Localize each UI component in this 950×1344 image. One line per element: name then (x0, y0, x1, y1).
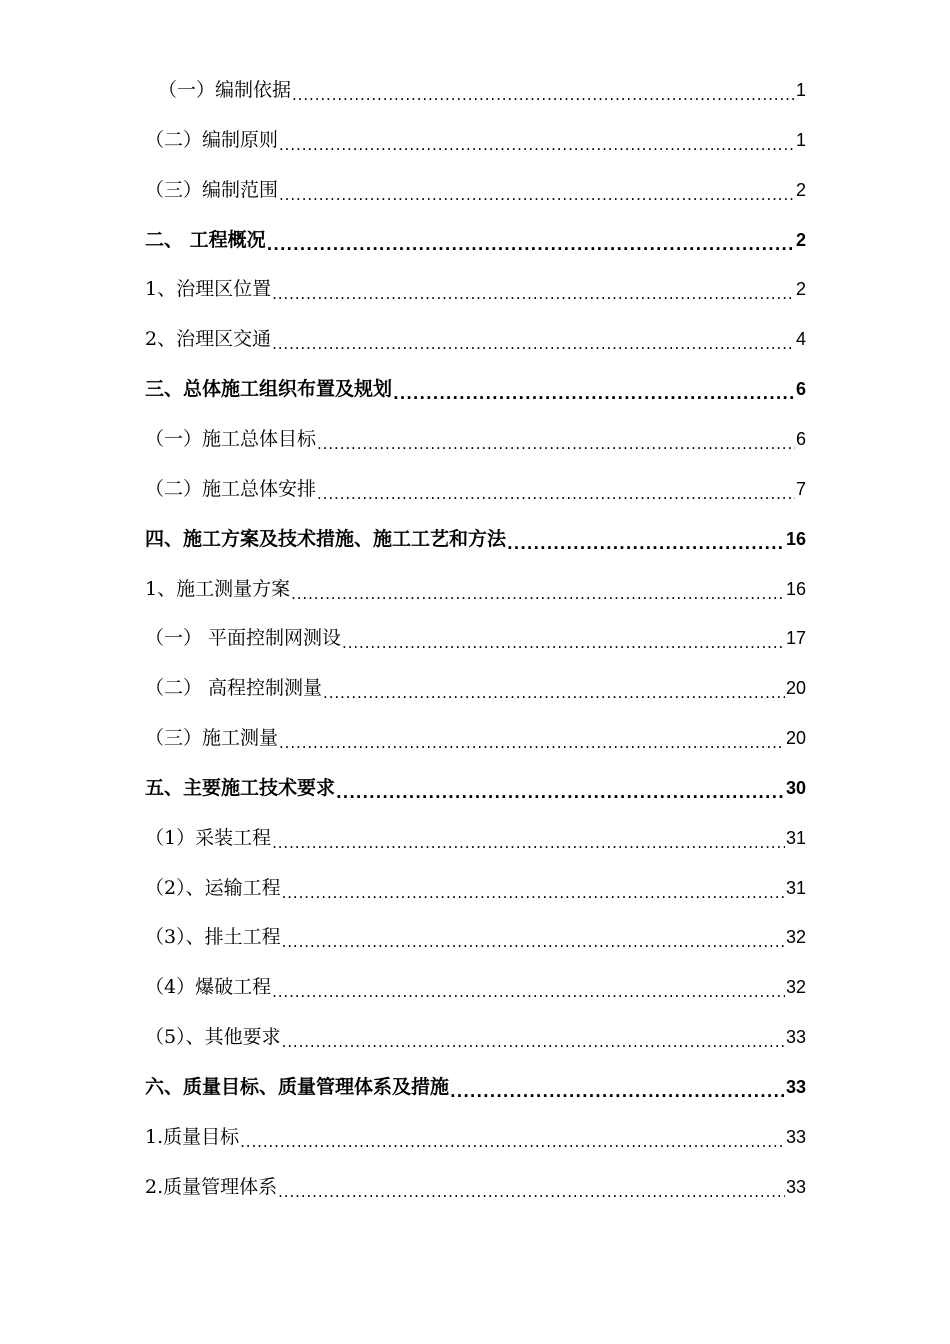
toc-entry[interactable] (145, 922, 806, 952)
toc-entry-page-number: 1 (795, 130, 806, 150)
toc-dot-leader (279, 723, 785, 753)
toc-entry-title: 四、施工方案及技术措施、施工工艺和方法 (145, 528, 507, 550)
toc-entry-title: （二）施工总体安排 (145, 478, 317, 500)
toc-dot-leader (336, 773, 785, 803)
toc-entry-page-number: 16 (785, 529, 806, 549)
toc-entry-title: 五、主要施工技术要求 (145, 777, 336, 799)
toc-entry[interactable] (145, 125, 806, 155)
toc-entry-title: （二） 高程控制测量 (145, 677, 323, 699)
toc-entry-title: 六、质量目标、质量管理体系及措施 (145, 1076, 450, 1098)
toc-entry-page-number: 33 (785, 1027, 806, 1047)
toc-entry[interactable] (145, 1022, 806, 1052)
toc-dot-leader (342, 623, 785, 653)
toc-dot-leader (393, 374, 795, 404)
toc-dot-leader (267, 225, 795, 255)
toc-entry[interactable] (145, 623, 806, 653)
toc-entry[interactable] (145, 175, 806, 205)
toc-entry-page-number: 31 (785, 878, 806, 898)
toc-dot-leader (279, 175, 795, 205)
toc-entry-title: 2、治理区交通 (145, 328, 272, 350)
toc-entry-page-number: 33 (785, 1077, 806, 1097)
toc-dot-leader (272, 324, 795, 354)
toc-entry-page-number: 31 (785, 828, 806, 848)
toc-entry-title: （三）施工测量 (145, 727, 279, 749)
toc-entry[interactable] (145, 1122, 806, 1152)
toc-entry-page-number: 33 (785, 1127, 806, 1147)
toc-dot-leader (323, 673, 785, 703)
toc-entry-page-number: 33 (785, 1177, 806, 1197)
toc-dot-leader (240, 1122, 785, 1152)
toc-entry[interactable] (145, 274, 806, 304)
toc-entry-title: （5）、其他要求 (145, 1026, 281, 1048)
toc-entry-title: （1）采装工程 (145, 827, 272, 849)
toc-entry-page-number: 32 (785, 927, 806, 947)
toc-entry-page-number: 20 (785, 728, 806, 748)
toc-entry[interactable] (145, 773, 806, 803)
toc-dot-leader (279, 125, 795, 155)
toc-entry[interactable] (145, 574, 806, 604)
toc-entry[interactable] (145, 972, 806, 1002)
toc-entry[interactable] (145, 723, 806, 753)
toc-entry-page-number: 7 (795, 479, 806, 499)
toc-dot-leader (317, 474, 795, 504)
toc-dot-leader (282, 922, 785, 952)
toc-dot-leader (291, 574, 785, 604)
toc-entry[interactable] (145, 225, 806, 255)
toc-entry-page-number: 4 (795, 329, 806, 349)
toc-entry-page-number: 1 (795, 80, 806, 100)
toc-dot-leader (450, 1072, 785, 1102)
toc-entry[interactable] (145, 474, 806, 504)
toc-dot-leader (282, 873, 785, 903)
toc-entry-title: （一）编制依据 (158, 79, 292, 101)
toc-entry-title: （二）编制原则 (145, 129, 279, 151)
toc-entry[interactable] (145, 1172, 806, 1202)
toc-entry-page-number: 20 (785, 678, 806, 698)
toc-entry-page-number: 2 (795, 279, 806, 299)
toc-entry[interactable] (145, 374, 806, 404)
toc-dot-leader (317, 424, 795, 454)
toc-entry[interactable] (145, 424, 806, 454)
toc-entry-title: （2）、运输工程 (145, 877, 281, 899)
toc-dot-leader (278, 1172, 785, 1202)
toc-entry-title: （4）爆破工程 (145, 976, 272, 998)
toc-entry-page-number: 6 (795, 429, 806, 449)
toc-dot-leader (507, 524, 785, 554)
toc-entry-title: 2.质量管理体系 (145, 1176, 278, 1198)
toc-entry[interactable] (145, 1072, 806, 1102)
toc-entry[interactable] (145, 673, 806, 703)
toc-entry[interactable] (145, 524, 806, 554)
toc-entry[interactable] (145, 873, 806, 903)
toc-entry-title: 1、治理区位置 (145, 278, 272, 300)
toc-entry-title: 三、总体施工组织布置及规划 (145, 378, 393, 400)
toc-entry[interactable] (158, 75, 806, 105)
toc-entry-page-number: 30 (785, 778, 806, 798)
toc-entry-title: （一）施工总体目标 (145, 428, 317, 450)
toc-entry[interactable] (145, 823, 806, 853)
toc-entry-page-number: 32 (785, 977, 806, 997)
toc-entry-title: 二、 工程概况 (145, 229, 266, 251)
toc-entry-page-number: 2 (795, 230, 806, 250)
toc-entry[interactable] (145, 324, 806, 354)
toc-entry-title: （三）编制范围 (145, 179, 279, 201)
toc-dot-leader (282, 1022, 785, 1052)
toc-entry-title: （3）、排土工程 (145, 926, 281, 948)
toc-dot-leader (272, 823, 785, 853)
toc-entry-title: 1、施工测量方案 (145, 578, 291, 600)
toc-dot-leader (292, 75, 795, 105)
toc-entry-page-number: 17 (785, 628, 806, 648)
toc-dot-leader (272, 972, 785, 1002)
toc-entry-title: 1.质量目标 (145, 1126, 240, 1148)
toc-entry-page-number: 6 (795, 379, 806, 399)
toc-entry-page-number: 2 (795, 180, 806, 200)
toc-entry-page-number: 16 (785, 579, 806, 599)
toc-entry-title: （一） 平面控制网测设 (145, 627, 342, 649)
toc-dot-leader (272, 274, 795, 304)
